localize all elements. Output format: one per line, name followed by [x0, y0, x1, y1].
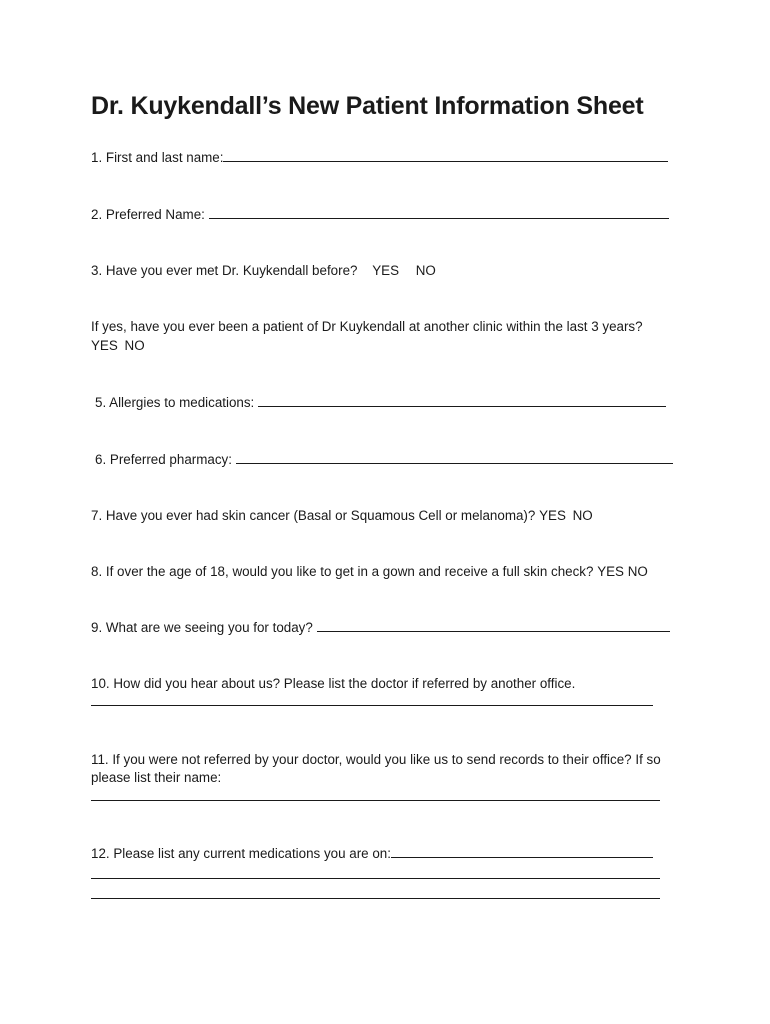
- yes-option[interactable]: YES: [539, 508, 566, 523]
- question-skin-cancer: [91, 507, 593, 525]
- question-label: 1. First and last name:: [91, 150, 224, 165]
- question-label: 6. Preferred pharmacy:: [95, 452, 236, 467]
- referral-source-field[interactable]: [91, 693, 653, 706]
- visit-reason-field[interactable]: [317, 619, 670, 632]
- yes-option[interactable]: YES: [597, 564, 624, 579]
- question-label: 9. What are we seeing you for today?: [91, 620, 317, 635]
- question-label: 2. Preferred Name:: [91, 207, 209, 222]
- name-field[interactable]: [223, 149, 668, 162]
- question-label: 5. Allergies to medications:: [95, 395, 259, 410]
- question-preferred-name: [91, 206, 669, 224]
- no-option[interactable]: NO: [415, 263, 436, 278]
- question-label: 11. If you were not referred by your doctor, would you like us to send records to their office? If so: [91, 752, 661, 767]
- question-label: 10. How did you hear about us? Please list the doctor if referred by another office.: [91, 676, 576, 691]
- question-label-continued: please list their name:: [91, 770, 222, 785]
- medications-field-line-3[interactable]: [91, 886, 660, 899]
- question-label: 12. Please list any current medications you are on:: [91, 846, 391, 861]
- previous-patient-options: [91, 337, 145, 355]
- no-option[interactable]: NO: [572, 508, 593, 523]
- preferred-name-field[interactable]: [209, 206, 669, 219]
- question-allergies: [95, 394, 666, 412]
- question-pharmacy: [95, 451, 673, 469]
- question-send-records: [91, 751, 661, 769]
- yes-option[interactable]: YES: [372, 263, 399, 278]
- yes-option[interactable]: YES: [91, 338, 118, 353]
- doctor-name-field-row: [91, 788, 660, 806]
- doctor-name-field[interactable]: [91, 788, 660, 801]
- pharmacy-field[interactable]: [236, 451, 673, 464]
- question-referral-source: [91, 675, 575, 693]
- medications-field-row: [91, 866, 660, 884]
- question-label: 8. If over the age of 18, would you like to get in a gown and receive a full skin check?: [91, 564, 594, 579]
- question-skin-check: [91, 563, 648, 581]
- question-label: 3. Have you ever met Dr. Kuykendall before?: [91, 263, 358, 278]
- no-option[interactable]: NO: [627, 564, 648, 579]
- page-title: Dr. Kuykendall’s New Patient Information Sheet: [91, 92, 644, 120]
- question-met-doctor: [91, 262, 436, 280]
- medications-field-row: [91, 886, 660, 904]
- question-label: 7. Have you ever had skin cancer (Basal or Squamous Cell or melanoma)?: [91, 508, 536, 523]
- allergies-field[interactable]: [258, 394, 666, 407]
- no-option[interactable]: NO: [124, 338, 145, 353]
- medications-field[interactable]: [391, 845, 653, 858]
- question-visit-reason: [91, 619, 670, 637]
- question-label: If yes, have you ever been a patient of Dr Kuykendall at another clinic within the last 3 years?: [91, 319, 643, 334]
- question-previous-patient: [91, 318, 643, 336]
- medications-field-line-2[interactable]: [91, 866, 660, 879]
- question-send-records-cont: [91, 769, 221, 787]
- question-current-medications: [91, 845, 653, 863]
- question-first-last-name: [91, 149, 668, 167]
- referral-source-field-row: [91, 693, 653, 711]
